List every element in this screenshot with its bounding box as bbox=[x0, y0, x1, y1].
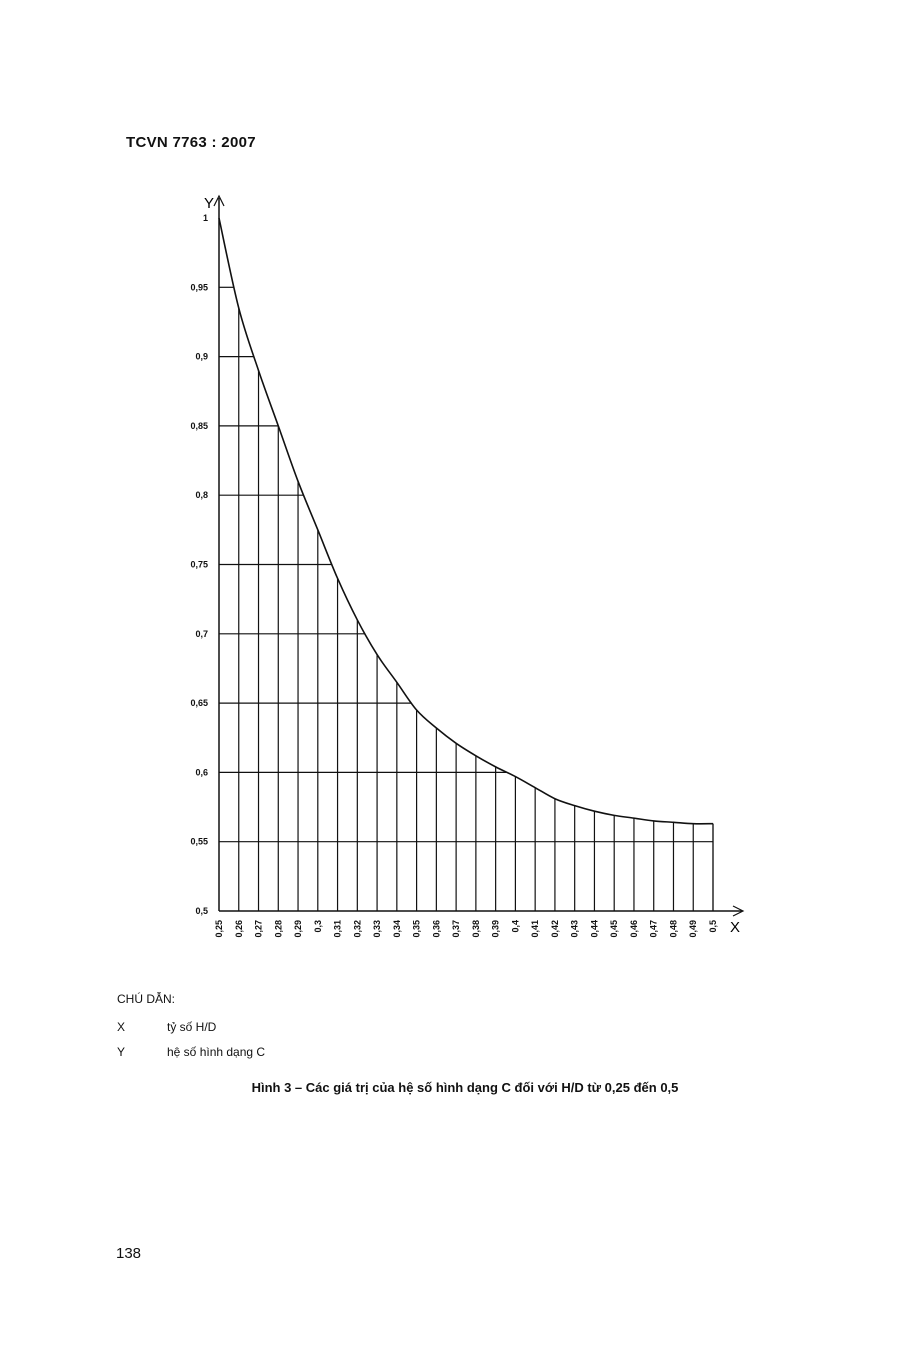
x-tick-label: 0,4 bbox=[510, 920, 521, 933]
x-tick-label: 0,29 bbox=[293, 920, 304, 938]
y-tick-label: 0,5 bbox=[195, 906, 208, 916]
x-tick-label: 0,38 bbox=[470, 920, 481, 938]
x-tick-label: 0,32 bbox=[352, 920, 363, 938]
y-tick-labels bbox=[190, 213, 208, 916]
x-tick-label: 0,44 bbox=[589, 920, 600, 938]
x-tick-label: 0,49 bbox=[688, 920, 699, 938]
vertical-grid bbox=[239, 308, 713, 911]
x-tick-label: 0,35 bbox=[411, 920, 422, 938]
x-tick-label: 0,27 bbox=[253, 920, 264, 938]
caption-text: Hình 3 – Các giá trị của hệ số hình dạng C đối với H/D từ 0,25 đến 0,5 bbox=[251, 1080, 679, 1095]
x-tick-label: 0,48 bbox=[668, 920, 679, 938]
x-tick-label: 0,28 bbox=[273, 920, 284, 938]
x-tick-label: 0,45 bbox=[609, 920, 620, 938]
x-tick-label: 0,43 bbox=[569, 920, 580, 938]
y-tick-label: 0,6 bbox=[195, 767, 208, 778]
y-tick-label: 0,8 bbox=[195, 490, 208, 501]
x-tick-label: 0,25 bbox=[214, 920, 224, 938]
y-tick-label: 0,7 bbox=[195, 628, 208, 639]
x-tick-label: 0,26 bbox=[233, 920, 244, 938]
legend-symbol: X bbox=[117, 1020, 126, 1034]
x-tick-label: 0,39 bbox=[490, 920, 501, 938]
x-tick-label: 0,31 bbox=[332, 920, 343, 938]
x-axis-label: X bbox=[730, 919, 741, 936]
legend-symbol: Y bbox=[117, 1045, 126, 1059]
legend-text: tỷ số H/D bbox=[167, 1020, 217, 1034]
x-tick-label: 0,47 bbox=[648, 920, 659, 938]
figure-caption bbox=[0, 1080, 898, 1095]
x-tick-label: 0,34 bbox=[391, 920, 402, 938]
y-tick-label: 1 bbox=[202, 213, 208, 223]
x-tick-label: 0,3 bbox=[312, 920, 323, 933]
x-tick-label: 0,42 bbox=[549, 920, 560, 938]
x-tick-labels bbox=[214, 920, 718, 938]
axes bbox=[214, 196, 743, 916]
page-number: 138 bbox=[116, 1245, 142, 1262]
x-tick-label: 0,5 bbox=[708, 920, 718, 933]
x-tick-label: 0,37 bbox=[451, 920, 462, 938]
series-line bbox=[219, 218, 713, 824]
y-tick-label: 0,65 bbox=[190, 698, 208, 709]
legend-title: CHÚ DẪN: bbox=[117, 992, 176, 1006]
document-header: TCVN 7763 : 2007 bbox=[126, 134, 256, 151]
x-tick-label: 0,36 bbox=[431, 920, 442, 938]
horizontal-grid bbox=[219, 287, 713, 841]
legend-text: hệ số hình dạng C bbox=[167, 1045, 266, 1059]
x-tick-label: 0,41 bbox=[530, 920, 541, 938]
y-tick-label: 0,95 bbox=[190, 282, 208, 293]
x-tick-label: 0,33 bbox=[372, 920, 383, 938]
x-tick-label: 0,46 bbox=[628, 920, 639, 938]
y-tick-label: 0,9 bbox=[195, 351, 208, 362]
data-series bbox=[219, 218, 713, 824]
y-axis-label: Y bbox=[204, 195, 215, 212]
y-tick-label: 0,55 bbox=[190, 836, 208, 847]
y-tick-label: 0,85 bbox=[190, 420, 208, 431]
y-tick-label: 0,75 bbox=[190, 559, 208, 570]
